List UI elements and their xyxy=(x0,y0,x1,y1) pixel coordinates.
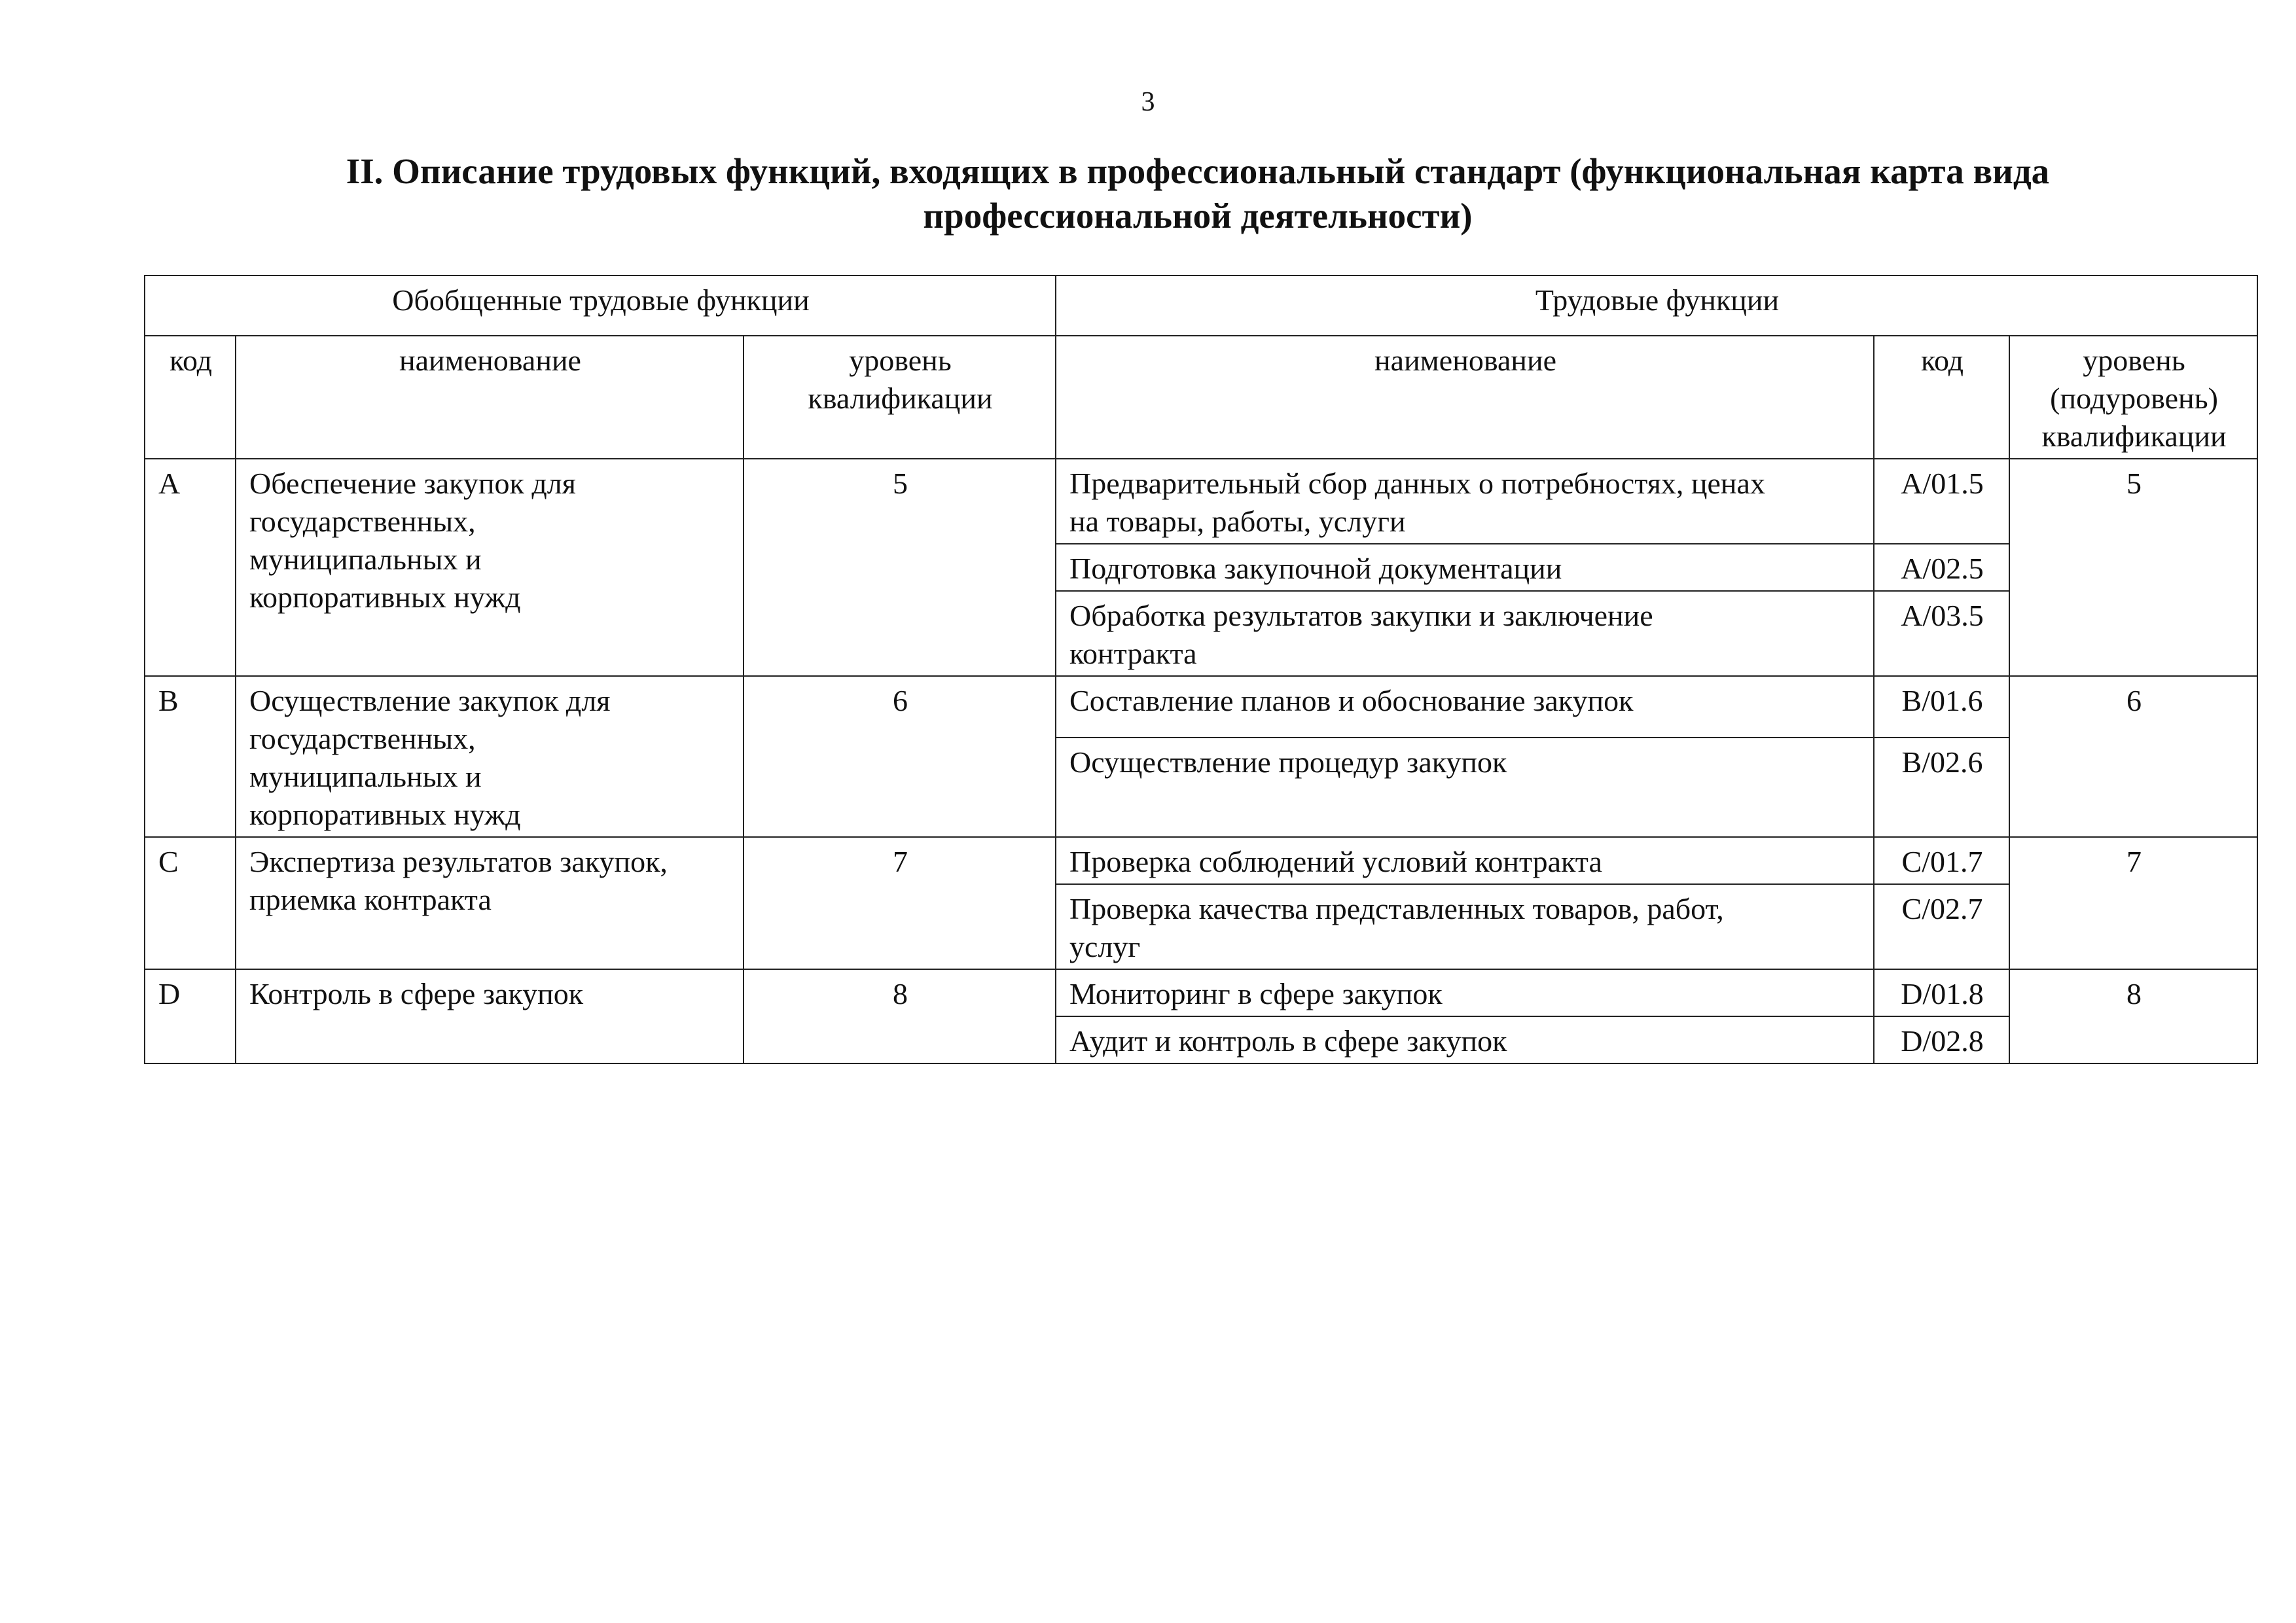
header-gen-level xyxy=(744,336,1056,459)
tf-code-cell: C/02.7 xyxy=(1874,884,2009,969)
text-line: государственных, xyxy=(249,505,476,538)
otf-level-cell: 8 xyxy=(744,969,1056,1063)
tf-code-cell: B/02.6 xyxy=(1874,738,2009,837)
text-line: Аудит и контроль в сфере закупок xyxy=(1069,1024,1507,1058)
table-row xyxy=(145,676,2257,738)
header-tf-level xyxy=(2009,336,2257,459)
text-line: корпоративных нужд xyxy=(249,580,521,614)
otf-name-cell xyxy=(236,676,744,837)
text-line: Составление планов и обоснование закупок xyxy=(1069,684,1634,717)
tf-level-cell: 7 xyxy=(2009,837,2257,969)
text-line: муниципальных и xyxy=(249,760,482,793)
header-text-line: уровень xyxy=(2083,344,2185,377)
text-line: муниципальных и xyxy=(249,543,482,576)
table-row xyxy=(145,969,2257,1016)
tf-code-cell: C/01.7 xyxy=(1874,837,2009,884)
header-labor-functions: Трудовые функции xyxy=(1056,276,2257,336)
tf-name-cell xyxy=(1056,544,1874,591)
text-line: Обеспечение закупок для xyxy=(249,467,576,500)
otf-level-cell: 6 xyxy=(744,676,1056,837)
title-line: II. Описание трудовых функций, входящих в профессиональный стандарт (функциональная карта вида xyxy=(346,151,2050,191)
text-line: Проверка соблюдений условий контракта xyxy=(1069,845,1602,878)
text-line: на товары, работы, услуги xyxy=(1069,505,1406,538)
text-line: услуг xyxy=(1069,930,1141,963)
tf-name-cell xyxy=(1056,969,1874,1016)
text-line: государственных, xyxy=(249,722,476,755)
header-text-line: квалификации xyxy=(2041,419,2227,453)
header-row-top xyxy=(145,276,2257,336)
text-line: Экспертиза результатов закупок, xyxy=(249,845,668,878)
text-line: Обработка результатов закупки и заключение xyxy=(1069,599,1653,632)
otf-level-cell: 7 xyxy=(744,837,1056,969)
text-line: приемка контракта xyxy=(249,883,492,916)
page-title xyxy=(196,149,2199,238)
otf-code-cell: B xyxy=(145,676,236,837)
tf-code-cell: A/01.5 xyxy=(1874,459,2009,544)
tf-name-cell xyxy=(1056,738,1874,837)
header-tf-name: наименование xyxy=(1056,336,1874,459)
otf-code-cell: D xyxy=(145,969,236,1063)
tf-name-cell xyxy=(1056,1016,1874,1063)
tf-level-cell: 5 xyxy=(2009,459,2257,676)
tf-level-cell: 8 xyxy=(2009,969,2257,1063)
tf-name-cell xyxy=(1056,884,1874,969)
tf-code-cell: A/02.5 xyxy=(1874,544,2009,591)
functional-map-table xyxy=(144,275,2258,1064)
header-text-line: уровень xyxy=(849,344,952,377)
header-gen-code: код xyxy=(145,336,236,459)
text-line: Мониторинг в сфере закупок xyxy=(1069,977,1443,1010)
text-line: Осуществление закупок для xyxy=(249,684,611,717)
tf-code-cell: D/02.8 xyxy=(1874,1016,2009,1063)
page-number: 3 xyxy=(1141,87,1155,117)
tf-name-cell xyxy=(1056,459,1874,544)
title-line: профессиональной деятельности) xyxy=(923,196,1473,236)
otf-code-cell: A xyxy=(145,459,236,676)
table-row xyxy=(145,459,2257,544)
tf-code-cell: B/01.6 xyxy=(1874,676,2009,738)
text-line: Проверка качества представленных товаров, работ, xyxy=(1069,892,1724,925)
text-line: Контроль в сфере закупок xyxy=(249,977,584,1010)
table-row xyxy=(145,837,2257,884)
text-line: Предварительный сбор данных о потребностях, ценах xyxy=(1069,467,1765,500)
otf-level-cell: 5 xyxy=(744,459,1056,676)
text-line: Подготовка закупочной документации xyxy=(1069,552,1562,585)
tf-name-cell xyxy=(1056,591,1874,676)
tf-level-cell: 6 xyxy=(2009,676,2257,837)
header-generalized-functions: Обобщенные трудовые функции xyxy=(145,276,1056,336)
header-text-line: (подуровень) xyxy=(2050,382,2218,415)
otf-name-cell xyxy=(236,459,744,676)
otf-name-cell xyxy=(236,969,744,1063)
otf-code-cell: C xyxy=(145,837,236,969)
table-body xyxy=(145,276,2257,1063)
header-tf-code: код xyxy=(1874,336,2009,459)
text-line: Осуществление процедур закупок xyxy=(1069,745,1507,779)
text-line: корпоративных нужд xyxy=(249,798,521,831)
text-line: контракта xyxy=(1069,637,1197,670)
tf-name-cell xyxy=(1056,837,1874,884)
header-gen-name: наименование xyxy=(236,336,744,459)
tf-code-cell: D/01.8 xyxy=(1874,969,2009,1016)
otf-name-cell xyxy=(236,837,744,969)
header-row-sub xyxy=(145,336,2257,459)
tf-name-cell xyxy=(1056,676,1874,738)
tf-code-cell: A/03.5 xyxy=(1874,591,2009,676)
header-text-line: квалификации xyxy=(808,382,993,415)
